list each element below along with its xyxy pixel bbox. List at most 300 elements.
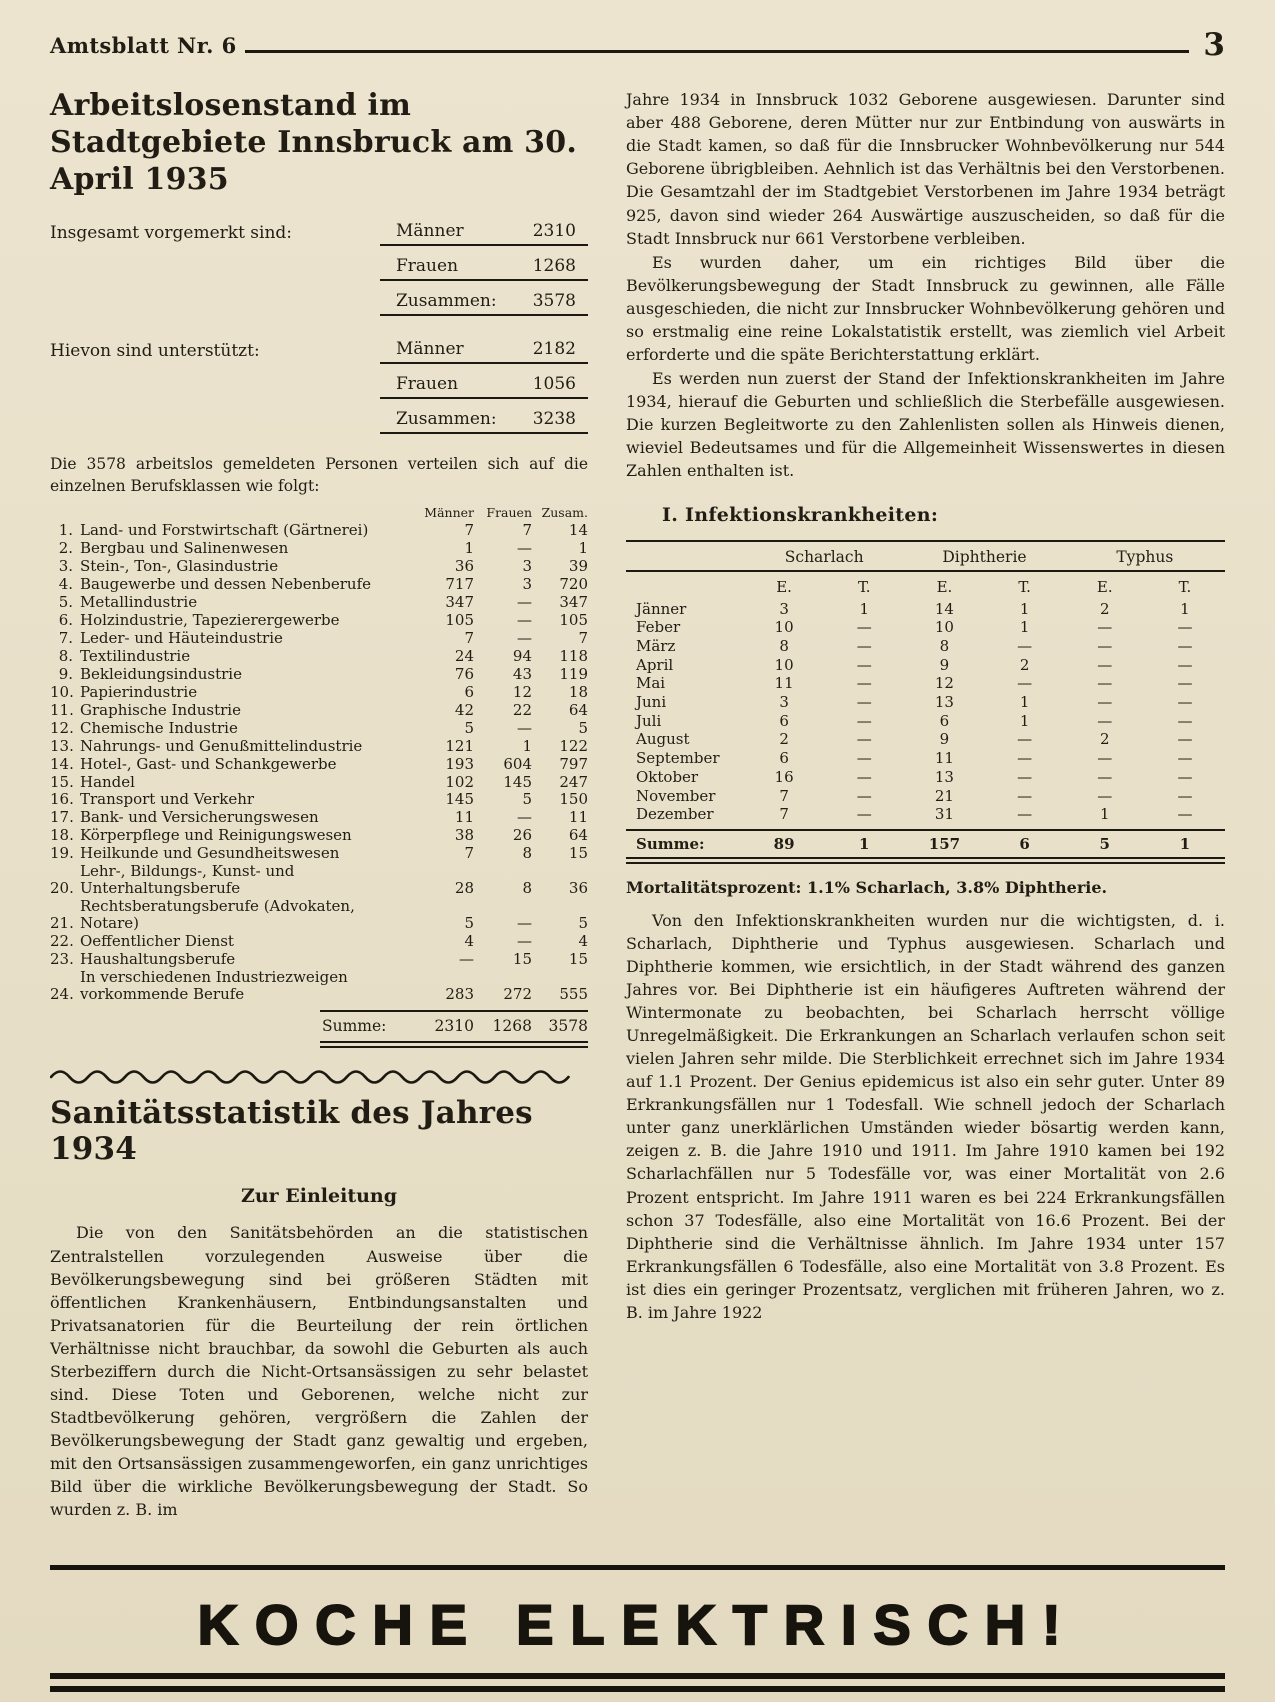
job-row — [50, 594, 588, 612]
infection-row-value: — — [1017, 730, 1033, 749]
jobs-sum-men: 2310 — [434, 1017, 474, 1036]
infection-row-value: 1 — [1019, 693, 1030, 712]
job-row-total: 347 — [559, 593, 588, 612]
job-row-men: 5 — [464, 914, 474, 932]
jobs-sum-women: 1268 — [492, 1017, 532, 1036]
infection-row-month: August — [636, 730, 690, 749]
job-row-men: 193 — [445, 754, 474, 773]
job-row-number: 21. — [50, 914, 74, 932]
job-row-total: 1 — [578, 539, 588, 558]
infection-row-value: 6 — [779, 749, 789, 768]
registered-label: Insgesamt vorgemerkt sind: — [50, 223, 293, 244]
job-row-women: 5 — [522, 790, 532, 809]
job-row — [50, 576, 588, 594]
job-row-women: 7 — [522, 521, 532, 540]
jobs-sum-total: 3578 — [548, 1017, 588, 1036]
job-row-men: 102 — [445, 772, 474, 791]
infection-row-value: 10 — [774, 655, 794, 674]
job-row-women: — — [517, 808, 532, 827]
summary-row-label: Zusammen: — [396, 291, 497, 312]
infection-row-value: — — [1177, 767, 1193, 786]
infection-row-value: — — [1177, 711, 1193, 730]
infection-row-value: 6 — [779, 711, 789, 730]
infection-row-value: — — [1177, 655, 1193, 674]
job-row-number: 2. — [58, 539, 73, 558]
job-row — [50, 665, 588, 683]
infection-row-value: 11 — [934, 749, 954, 768]
job-row-label: Oeffentlicher Dienst — [80, 931, 234, 950]
infection-row — [626, 619, 1225, 638]
infection-row-value: — — [1097, 786, 1113, 805]
infection-row-value: 2 — [779, 730, 789, 749]
infection-row-value: — — [1177, 618, 1193, 637]
infection-row-value: 13 — [934, 693, 954, 712]
infection-row-value: 9 — [939, 655, 950, 674]
summary-row — [380, 408, 588, 434]
job-row-number: 8. — [58, 646, 73, 665]
job-row-men: 283 — [445, 984, 474, 1003]
job-row-number: 23. — [50, 949, 74, 968]
infection-row-value: — — [1017, 767, 1033, 786]
job-row-number: 13. — [50, 736, 74, 755]
infection-row-value: 21 — [934, 786, 954, 805]
job-row-total: 119 — [559, 664, 588, 683]
job-row-total: 15 — [568, 949, 588, 968]
job-row — [50, 683, 588, 701]
infection-row-value: 7 — [779, 805, 789, 824]
job-row-number: 12. — [50, 718, 74, 737]
job-row-women: 22 — [512, 700, 532, 719]
summary-row — [380, 290, 588, 316]
infection-row-month: November — [636, 786, 716, 805]
infection-row — [626, 600, 1225, 619]
infection-row-value: 2 — [1100, 599, 1110, 618]
paragraph-births-deaths: Jahre 1934 in Innsbruck 1032 Geborene ausgewiesen. Darunter sind aber 488 Geborene, deren Mütter nur zur Entbindung von auswärts in die Stadt kamen, so daß für die Innsbrucker Wohnbevölkerung nur 544 Geborene übrigbleiben. Aehnlich ist das Verhältnis bei den Verstorbenen. Die Gesamtzahl der im Stadtgebiet Verstorbenen im Jahre 1934 beträgt 925, davon sind wieder 264 Auswärtige auszuscheiden, so daß für die Stadt Innsbruck nur 661 Verstorbene verbleiben. — [626, 90, 1225, 248]
job-row-number: 9. — [58, 664, 73, 683]
job-row-label: Papierindustrie — [80, 682, 198, 701]
infection-row-value: 14 — [934, 599, 954, 618]
job-row-women: — — [517, 539, 532, 558]
infections-sum-value: 157 — [928, 835, 961, 854]
job-row-total: 15 — [568, 844, 588, 863]
job-row-men: 121 — [445, 736, 474, 755]
job-row-men: 42 — [454, 700, 474, 719]
infection-row-value: — — [856, 618, 872, 637]
infection-row-value: 31 — [934, 805, 954, 824]
summary-row-value: 1268 — [532, 256, 576, 277]
infections-sum-value: 1 — [859, 835, 870, 854]
content-columns — [50, 88, 1225, 1521]
job-row-total: 797 — [559, 754, 588, 773]
infection-row-month: Feber — [636, 618, 681, 637]
jobs-column-women: Frauen — [486, 504, 532, 520]
job-row-number: 6. — [58, 611, 73, 630]
job-row-label: Haushaltungsberufe — [80, 949, 236, 968]
ad-slogan: KOCHE ELEKTRISCH! — [197, 1593, 1078, 1656]
job-row-label: Rechtsberatungsberufe (Advokaten, Notare) — [80, 897, 355, 932]
job-row-label: Nahrungs- und Genußmittelindustrie — [80, 736, 363, 755]
subcolumn-label: T. — [857, 577, 871, 596]
infection-row-value: — — [1097, 767, 1113, 786]
summary-row — [380, 255, 588, 281]
infection-row-value: — — [1097, 637, 1113, 656]
job-row-women: — — [517, 914, 532, 932]
summary-row-label: Männer — [396, 339, 464, 360]
job-row-men: 6 — [464, 682, 474, 701]
job-row-label: Handel — [80, 772, 135, 791]
job-row-women: 1 — [522, 736, 532, 755]
infection-row-month: Juni — [636, 693, 667, 712]
summary-row — [380, 338, 588, 364]
summary-row-value: 2310 — [532, 221, 576, 242]
job-row-women: — — [517, 629, 532, 647]
disease-name: Typhus — [1116, 547, 1174, 566]
jobs-table-header — [50, 505, 588, 520]
supported-rows — [380, 338, 588, 434]
infection-row-value: — — [856, 730, 872, 749]
job-row-label: Holzindustrie, Tapezierergewerbe — [80, 611, 340, 630]
supported-summary — [50, 338, 588, 434]
registered-summary — [50, 220, 588, 316]
job-row-women: — — [517, 593, 532, 612]
infections-sum-value: 5 — [1099, 835, 1110, 854]
job-row — [50, 863, 588, 898]
job-row-men: 7 — [464, 844, 474, 863]
infection-row-value: — — [1017, 786, 1033, 805]
infections-table-body — [626, 600, 1225, 824]
infection-row-value: 12 — [934, 674, 954, 693]
infection-row-value: 11 — [774, 674, 794, 693]
job-row-number: 3. — [58, 557, 73, 576]
job-row-men: 7 — [464, 629, 474, 647]
sanitation-title: Sanitätsstatistik des Jahres 1934 — [50, 1095, 533, 1167]
infection-row-value: 3 — [779, 599, 789, 618]
infection-row-value: — — [856, 655, 872, 674]
infections-sum-value: 6 — [1019, 835, 1030, 854]
infection-row — [626, 768, 1225, 787]
infection-row-value: 6 — [939, 711, 950, 730]
registered-rows — [380, 220, 588, 316]
job-row-number: 10. — [50, 682, 74, 701]
summary-row-value: 1056 — [532, 374, 576, 395]
job-row-women: 8 — [522, 879, 532, 898]
job-row-label: Chemische Industrie — [80, 718, 238, 737]
infection-row-value: 1 — [1180, 599, 1190, 618]
infection-row-month: Oktober — [636, 767, 699, 786]
job-row — [50, 612, 588, 630]
job-row — [50, 540, 588, 558]
summary-row-label: Frauen — [396, 374, 459, 395]
masthead — [50, 27, 1225, 63]
infection-row-value: 16 — [774, 767, 794, 786]
job-row-number: 18. — [50, 826, 74, 845]
job-row — [50, 932, 588, 950]
infections-sum-value: 89 — [773, 835, 795, 854]
double-rule — [320, 1041, 588, 1048]
job-row-men: 38 — [454, 826, 474, 845]
jobs-table-body — [50, 522, 588, 1003]
subcolumn-label: E. — [1096, 577, 1113, 596]
job-row — [50, 647, 588, 665]
ad-rule-bottom-2 — [50, 1686, 1225, 1692]
masthead-rule — [245, 50, 1190, 53]
job-row-number: 15. — [50, 772, 74, 791]
job-row — [50, 558, 588, 576]
job-row-label: In verschiedenen Industriezweigen vorkommende Berufe — [80, 967, 348, 1003]
summary-row — [380, 220, 588, 246]
infection-row-value: — — [856, 786, 872, 805]
infection-row-value: — — [856, 637, 872, 656]
job-row-men: 717 — [445, 575, 474, 594]
summary-row-value: 3238 — [532, 409, 576, 430]
infection-row-month: Juli — [636, 711, 662, 730]
job-row-label: Land- und Forstwirtschaft (Gärtnerei) — [80, 521, 369, 540]
job-row-total: 150 — [559, 790, 588, 809]
infection-row-value: 13 — [934, 767, 954, 786]
subcolumn-label: E. — [776, 577, 792, 596]
infection-row-value: — — [1097, 674, 1113, 693]
job-row-women: 3 — [522, 557, 532, 576]
job-row-men: 5 — [464, 718, 474, 737]
infection-row — [626, 656, 1225, 675]
infection-row-value: — — [1177, 786, 1193, 805]
summary-row-label: Zusammen: — [396, 409, 497, 430]
job-row-women: 8 — [522, 844, 532, 863]
subcolumn-label: E. — [936, 577, 953, 596]
job-row — [50, 845, 588, 863]
job-row-total: 14 — [568, 521, 588, 540]
job-row-men: 28 — [454, 879, 474, 898]
paragraph-report-order: Es werden nun zuerst der Stand der Infektionskrankheiten im Jahre 1934, hierauf die Geburten und schließlich die Sterbefälle ausgewiesen. Die kurzen Begleitworte zu den Zahlenlisten sollen als Hinweis dienen, wieviel Bedeutsames und für die Allgemeinheit Wissenswertes in diesen Zahlen enthalten ist. — [626, 368, 1225, 480]
infections-subcol-header — [626, 572, 1225, 600]
job-row-label: Textilindustrie — [80, 646, 191, 665]
infection-row-value: 1 — [1019, 599, 1030, 618]
job-row-men: 36 — [454, 557, 474, 576]
job-row-men: 24 — [454, 646, 474, 665]
job-row-men: 1 — [464, 539, 474, 558]
supported-label: Hievon sind unterstützt: — [50, 341, 260, 362]
ad-banner — [50, 1565, 1225, 1692]
job-row-label: Lehr-, Bildungs-, Kunst- und Unterhaltungsberufe — [80, 862, 295, 898]
infection-row — [626, 749, 1225, 768]
job-row — [50, 950, 588, 968]
infection-row-month: Dezember — [636, 805, 714, 824]
infection-row-value: — — [1097, 655, 1113, 674]
infection-row-value: — — [856, 805, 872, 824]
job-row — [50, 968, 588, 1003]
infection-row-value: 1 — [1100, 805, 1110, 824]
infection-row — [626, 693, 1225, 712]
infection-row — [626, 637, 1225, 656]
job-row-number: 20. — [50, 879, 74, 898]
jobs-sum-label: Summe: — [322, 1017, 387, 1036]
infection-row-value: — — [1017, 749, 1033, 768]
subcolumn-label: T. — [1178, 577, 1192, 596]
job-row-label: Bank- und Versicherungswesen — [80, 808, 319, 827]
job-row-women: 3 — [522, 575, 532, 594]
jobs-table-intro: Die 3578 arbeitslos gemeldeten Personen verteilen sich auf die einzelnen Berufsklassen wie folgt: — [50, 455, 588, 495]
job-row-total: 5 — [578, 718, 588, 737]
job-row-number: 19. — [50, 844, 74, 863]
infections-disease-header — [626, 542, 1225, 572]
job-row — [50, 755, 588, 773]
infection-row-value: 1 — [1019, 618, 1030, 637]
job-row-total: 7 — [578, 629, 588, 647]
infection-row-value: 2 — [1100, 730, 1110, 749]
paragraph-infection-analysis: Von den Infektionskrankheiten wurden nur die wichtigsten, d. i. Scharlach, Diphtherie und Typhus ausgewiesen. Scharlach und Diphtherie kommen, wie ersichtlich, in der Stadt während des ganzen Jahres vor. Bei Diphtherie ist ein häufigeres Auftreten während der Wintermonate zu beobachten, bei Scharlach herrscht völlige Unregelmäßigkeit. Die Erkrankungen an Scharlach verlaufen schon seit vielen Jahren sehr milde. Die Sterblichkeit errechnet sich im Jahre 1934 auf 1.1 Prozent. Der Genius epidemicus ist also ein sehr guter. Unter 89 Erkrankungsfällen nur 1 Todesfall. Wie schnell jedoch der Scharlach unter ganz unerklärlichen Umständen wieder bösartig werden kann, zeigen z. B. die Jahre 1910 und 1911. Im Jahre 1910 kamen bei 192 Scharlachfällen nur 5 Todesfälle vor, was einer Mortalität von 2.6 Prozent entspricht. Im Jahre 1911 waren es bei 224 Erkrankungsfällen schon 37 Todesfälle, also eine Mortalität von 16.6 Prozent. Bei der Diphtherie sind die Verhältnisse ähnlich. Im Jahre 1934 unter 157 Erkrankungsfällen 6 Todesfälle, also eine Mortalität von 3.8 Prozent. Es ist dies ein geringer Prozentsatz, verglichen mit früheren Jahren, wo z. B. im Jahre 1922 — [626, 911, 1225, 1322]
job-row-label: Metallindustrie — [80, 593, 198, 612]
infection-row — [626, 712, 1225, 731]
summary-row-value: 2182 — [532, 339, 576, 360]
job-row — [50, 719, 588, 737]
job-row-number: 16. — [50, 790, 74, 809]
job-row-label: Stein-, Ton-, Glasindustrie — [80, 557, 279, 576]
job-row-total: 555 — [559, 984, 588, 1003]
unemployment-title-line2: Stadtgebiete Innsbruck am 30. April 1935 — [50, 124, 577, 197]
infection-row-month: April — [636, 655, 674, 674]
job-row-label: Leder- und Häuteindustrie — [80, 629, 283, 647]
job-row-total: 64 — [568, 826, 588, 845]
job-row-women: 43 — [512, 664, 532, 683]
job-row-number: 17. — [50, 808, 74, 827]
job-row-total: 36 — [568, 879, 588, 898]
infection-row — [626, 805, 1225, 824]
job-row-men: 7 — [464, 521, 474, 540]
job-row-men: 145 — [445, 790, 474, 809]
job-row-women: 26 — [512, 826, 532, 845]
job-row-label: Hotel-, Gast- und Schankgewerbe — [80, 754, 337, 773]
infection-row — [626, 731, 1225, 750]
mortality-values: 1.1% Scharlach, 3.8% Diphtherie. — [806, 878, 1108, 898]
summary-row-label: Männer — [396, 221, 464, 242]
infection-row-value: — — [856, 711, 872, 730]
job-row-women: 145 — [503, 772, 532, 791]
infection-row-value: 1 — [859, 599, 870, 618]
sanitation-subtitle: Zur Einleitung — [240, 1185, 398, 1208]
job-row — [50, 791, 588, 809]
job-row-women: — — [517, 931, 532, 950]
page-number: 3 — [1203, 27, 1225, 63]
jobs-column-total: Zusam. — [541, 504, 588, 520]
infection-row-value: 7 — [779, 786, 789, 805]
infections-sum-row — [626, 829, 1225, 857]
job-row-number: 22. — [50, 931, 74, 950]
wavy-divider — [50, 1068, 588, 1084]
job-row — [50, 630, 588, 648]
infection-row-value: — — [1017, 805, 1033, 824]
infection-row-value: — — [1177, 693, 1193, 712]
infection-row-value: — — [1177, 805, 1193, 824]
infection-row-value: 3 — [779, 693, 789, 712]
infection-row-value: — — [856, 767, 872, 786]
job-row-number: 4. — [58, 575, 73, 594]
job-row-women: 272 — [503, 984, 532, 1003]
job-row-women: 94 — [512, 646, 532, 665]
job-row — [50, 522, 588, 540]
infection-row-value: — — [1177, 749, 1193, 768]
job-row-total: 720 — [559, 575, 588, 594]
infection-row-month: Jänner — [636, 599, 687, 618]
job-row — [50, 898, 588, 933]
infections-sum-label: Summe: — [636, 835, 705, 854]
masthead-title: Amtsblatt Nr. 6 — [50, 33, 237, 59]
job-row — [50, 701, 588, 719]
infection-row-value: — — [856, 693, 872, 712]
job-row-men: 11 — [454, 808, 474, 827]
job-row-women: 604 — [503, 754, 532, 773]
job-row — [50, 773, 588, 791]
job-row-label: Transport und Verkehr — [80, 790, 255, 809]
jobs-column-men: Männer — [424, 504, 474, 520]
infections-sum-value: 1 — [1179, 835, 1191, 854]
infection-row-month: März — [636, 637, 676, 656]
summary-row — [380, 373, 588, 399]
job-row — [50, 827, 588, 845]
job-row-label: Graphische Industrie — [80, 700, 241, 719]
infection-row-value: — — [1177, 730, 1193, 749]
sanitation-paragraph-left: Die von den Sanitätsbehörden an die statistischen Zentralstellen vorzulegenden Ausweise über die Bevölkerungsbewegung sind bei größeren Städten mit öffentlichen Krankenhäusern, Entbindungsanstalten und Privatsanatorien für die Beurteilung der rein örtlichen Verhältnisse nicht brauchbar, da sowohl die Geburten als auch Sterbeziffern durch die Nicht-Ortsansässigen zu sehr belastet sind. Diese Toten und Geborenen, welche nicht zur Stadtbevölkerung gehören, vergrößern die Zahlen der Bevölkerungsbewegung der Stadt ganz gewaltig und ergeben, mit den Ortsansässigen zusammengeworfen, ein ganz unrichtiges Bild über die wirkliche Bevölkerungsbewegung der Stadt. So wurden z. B. im — [50, 1223, 588, 1519]
infection-row-value: — — [856, 674, 872, 693]
job-row-number: 7. — [58, 629, 73, 647]
infection-row — [626, 787, 1225, 806]
ad-rule-bottom-1 — [50, 1673, 1225, 1679]
job-row-men: 4 — [464, 931, 474, 950]
infection-row-value: — — [1177, 637, 1193, 656]
job-row-number: 24. — [50, 984, 74, 1003]
infection-row-value: 2 — [1019, 655, 1030, 674]
job-row-men: 347 — [445, 593, 474, 612]
job-row-total: 4 — [578, 931, 588, 950]
unemployment-title — [50, 88, 588, 198]
infection-row-value: — — [1017, 637, 1033, 656]
infection-row — [626, 675, 1225, 694]
infection-row-value: 1 — [1019, 711, 1030, 730]
left-column — [50, 88, 588, 1521]
infection-row-value: — — [1097, 693, 1113, 712]
spacer — [626, 548, 744, 566]
jobs-table — [50, 505, 588, 1048]
job-row-number: 11. — [50, 700, 74, 719]
jobs-sum-block — [320, 1010, 588, 1048]
disease-name: Diphtherie — [942, 547, 1027, 566]
spacer — [626, 578, 744, 596]
job-row-total: 11 — [568, 808, 588, 827]
job-row-women: 12 — [512, 682, 532, 701]
job-row-total: 18 — [568, 682, 588, 701]
mortality-line — [626, 878, 1225, 897]
job-row-total: 122 — [559, 736, 588, 755]
job-row-total: 105 — [559, 611, 588, 630]
infection-row-month: Mai — [636, 674, 666, 693]
job-row-total: 118 — [559, 646, 588, 665]
right-column — [626, 88, 1225, 1521]
job-row-number: 1. — [58, 521, 73, 540]
infection-row-value: — — [1097, 749, 1113, 768]
infection-row-value: 8 — [779, 637, 789, 656]
job-row-label: Bergbau und Salinenwesen — [80, 539, 289, 558]
paragraph-local-statistics: Es wurden daher, um ein richtiges Bild über die Bevölkerungsbewegung der Stadt Innsbruck zu gewinnen, alle Fälle ausgeschieden, die nicht zur Innsbrucker Wohnbevölkerung gehören und so erstmalig eine reine Lokalstatistik erstellt, was ziemlich viel Arbeit erforderte und die späte Berichterstattung erklärt. — [626, 252, 1225, 364]
infection-row-month: September — [636, 749, 720, 768]
job-row-men: — — [459, 949, 474, 968]
job-row-total: 5 — [578, 914, 588, 932]
summary-row-value: 3578 — [532, 291, 576, 312]
job-row — [50, 737, 588, 755]
infection-row-value: — — [1017, 674, 1033, 693]
job-row-number: 14. — [50, 754, 74, 773]
subcolumn-label: T. — [1018, 577, 1031, 596]
job-row-total: 64 — [568, 700, 588, 719]
infections-table — [626, 540, 1225, 864]
